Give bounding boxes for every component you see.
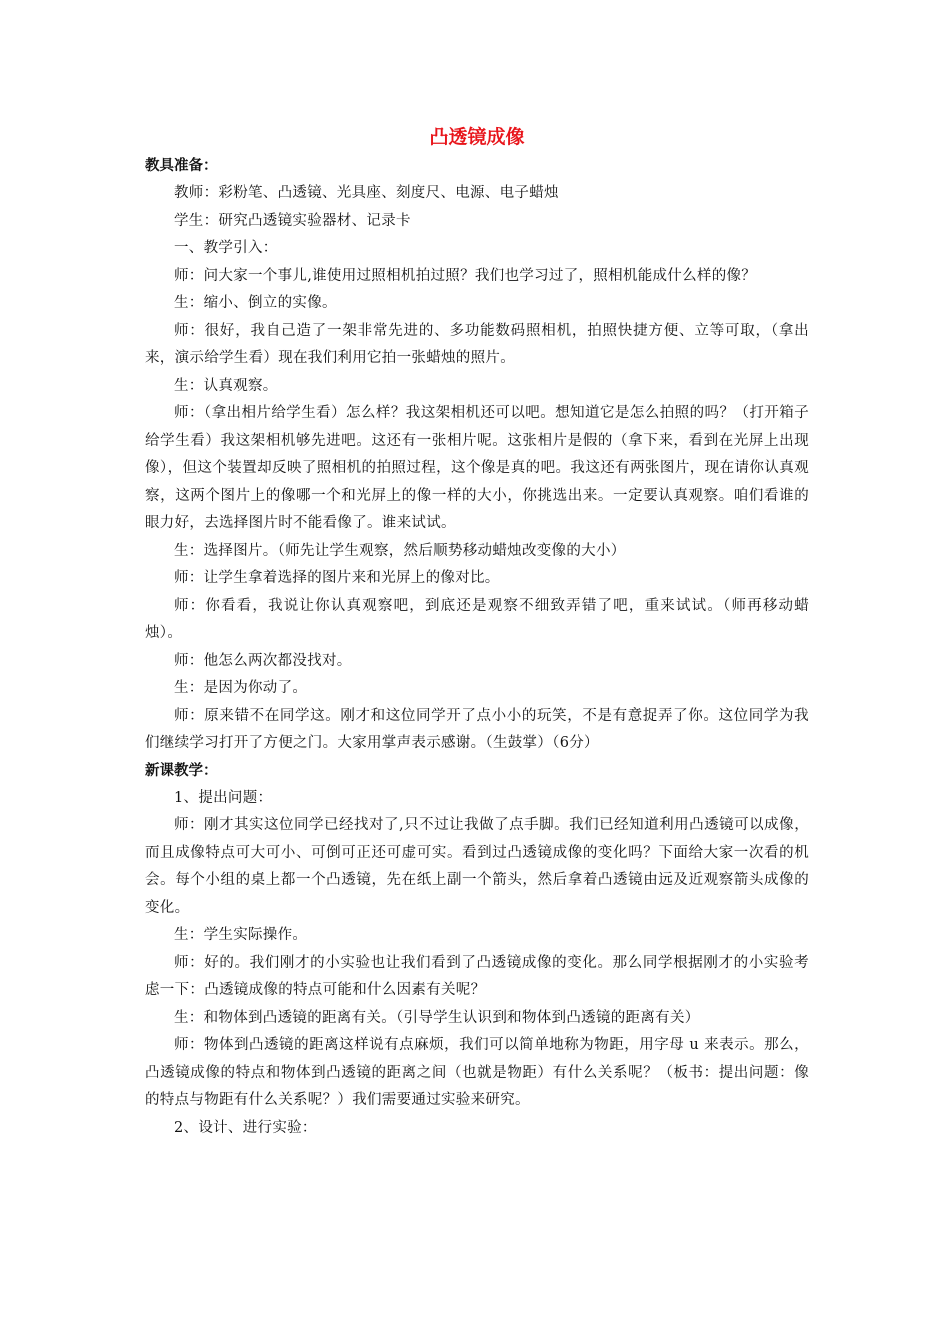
paragraph: 生：缩小、倒立的实像。 [174,295,337,311]
paragraph: 师：刚才其实这位同学已经找对了,只不过让我做了点手脚。我们已经知道利用凸透镜可以成像，而且成像特点可大可小、可倒可正还可虚可实。看到过凸透镜成像的变化吗？下面给大家一次看的机会。每个小组的桌上都一个凸透镜，先在纸上副一个箭头，然后拿着凸透镜由远及近观察箭头成像的变化。 [145,817,809,916]
section-heading-new-lesson: 新课教学： [145,762,218,779]
paragraph: 1、提出问题： [174,789,273,806]
section-heading-materials: 教具准备： [145,158,218,174]
paragraph: 生：认真观察。 [174,377,278,394]
document-title: 凸透镜成像 [429,126,525,148]
paragraph: 师：他怎么两次都没找对。 [174,652,352,669]
paragraph: 师：问大家一个事儿,谁使用过照相机拍过照？我们也学习过了，照相机能成什么样的像？ [174,267,757,284]
paragraph: 师：好的。我们刚才的小实验也让我们看到了凸透镜成像的变化。那么同学根据刚才的小实验考虑一下：凸透镜成像的特点可能和什么因素有关呢？ [145,954,809,998]
document-page [145,124,809,1142]
paragraph: 2、设计、进行实验： [174,1119,317,1136]
paragraph: 生：选择图片。（师先让学生观察，然后顺势移动蜡烛改变像的大小） [174,542,626,559]
paragraph: 师：你看看，我说让你认真观察吧，到底还是观察不细致弄错了吧，重来试试。（师再移动蜡烛）。 [145,597,809,641]
paragraph: 学生：研究凸透镜实验器材、记录卡 [174,212,411,229]
paragraph: 师：原来错不在同学这。刚才和这位同学开了点小小的玩笑，不是有意捉弄了你。这位同学为我们继续学习打开了方便之门。大家用掌声表示感谢。（生鼓掌）（6分） [145,707,809,751]
paragraph: 生：学生实际操作。 [174,927,308,943]
paragraph: 师：（拿出相片给学生看）怎么样？我这架相机还可以吧。想知道它是怎么拍照的吗？（打开箱子给学生看）我这架相机够先进吧。这还有一张相片呢。这张相片是假的（拿下来，看到在光屏上出现像），但这个装置却反映了照相机的拍照过程，这个像是真的吧。我这还有两张图片，现在请你认真观察，这两个图片上的像哪一个和光屏上的像一样的大小，你挑选出来。一定要认真观察。咱们看谁的眼力好，去选择图片时不能看像了。谁来试试。 [145,405,809,531]
paragraph: 教师：彩粉笔、凸透镜、光具座、刻度尺、电源、电子蜡烛 [174,185,559,201]
paragraph: 师：让学生拿着选择的图片来和光屏上的像对比。 [174,570,500,586]
paragraph: 生：和物体到凸透镜的距离有关。（引导学生认识到和物体到凸透镜的距离有关） [174,1009,700,1026]
paragraph: 师：物体到凸透镜的距离这样说有点麻烦，我们可以简单地称为物距，用字母 u 来表示。那么，凸透镜成像的特点和物体到凸透镜的距离之间（也就是物距）有什么关系呢？（板书：提出问题：像的特点与物距有什么关系呢？）我们需要通过实验来研究。 [145,1037,809,1108]
paragraph: 生：是因为你动了。 [174,680,308,696]
paragraph: 一、教学引入： [174,240,278,256]
paragraph: 师：很好，我自己造了一架非常先进的、多功能数码照相机，拍照快捷方便、立等可取，（拿出来，演示给学生看）现在我们利用它拍一张蜡烛的照片。 [145,322,809,366]
